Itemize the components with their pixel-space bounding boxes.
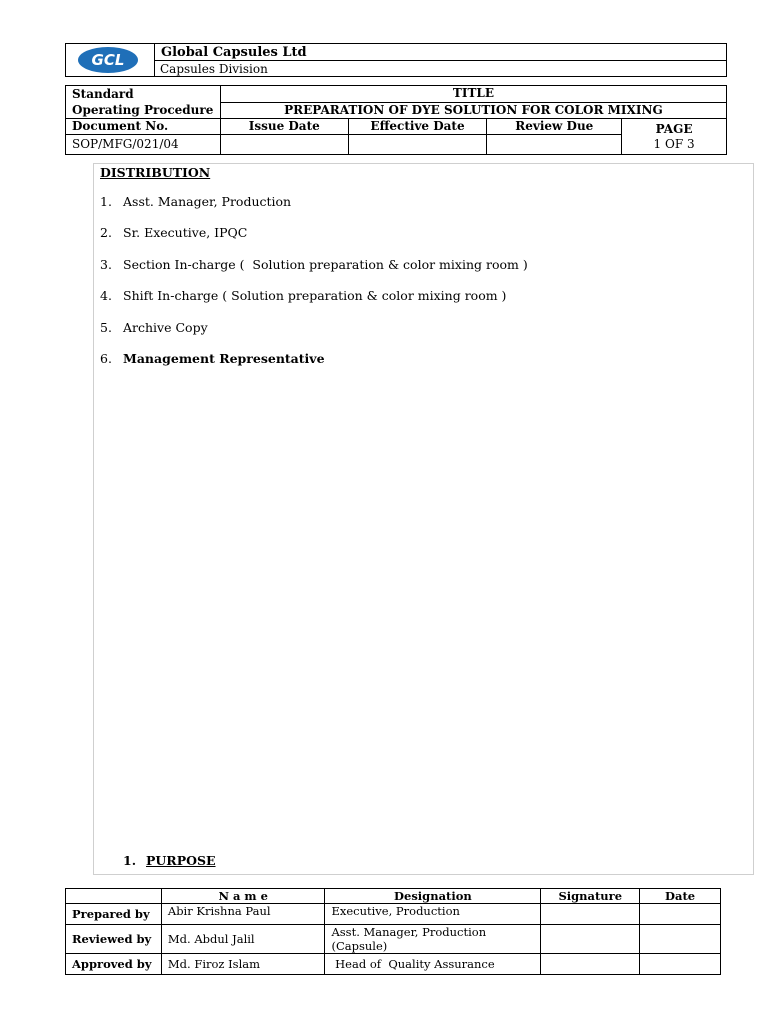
- distribution-item: [100, 351, 325, 366]
- item-text: Archive Copy: [123, 320, 208, 335]
- date-header: Date: [640, 889, 721, 904]
- item-text: Management Representative: [123, 351, 325, 366]
- role-cell: Approved by: [66, 954, 162, 975]
- date-cell: [640, 954, 721, 975]
- corner-cell: [66, 889, 162, 904]
- item-text: Asst. Manager, Production: [123, 194, 292, 209]
- document-title: PREPARATION OF DYE SOLUTION FOR COLOR MIXING: [220, 102, 726, 119]
- sop-label-line2: Operating Procedure: [72, 103, 214, 117]
- item-text: Sr. Executive, IPQC: [123, 225, 248, 240]
- item-number: 3.: [100, 257, 112, 272]
- date-cell: [640, 904, 721, 925]
- designation-header: Designation: [325, 889, 541, 904]
- issue-date-value: [220, 135, 348, 155]
- item-number: 1.: [100, 194, 112, 209]
- logo-text: GCL: [91, 51, 125, 69]
- company-logo: [66, 44, 154, 76]
- name-cell: Abir Krishna Paul: [161, 904, 325, 925]
- designation-cell: Head of Quality Assurance: [325, 954, 541, 975]
- role-cell: Reviewed by: [66, 925, 162, 954]
- effective-date-label: Effective Date: [348, 119, 487, 135]
- title-label: TITLE: [220, 86, 726, 103]
- sop-label-cell: [66, 86, 221, 119]
- effective-date-value: [348, 135, 487, 155]
- name-cell: Md. Firoz Islam: [161, 954, 325, 975]
- distribution-item: [100, 225, 247, 240]
- issue-date-label: Issue Date: [220, 119, 348, 135]
- distribution-item: [100, 257, 528, 272]
- distribution-item: [100, 194, 291, 209]
- company-header: [65, 43, 727, 77]
- item-number: 5.: [100, 320, 112, 335]
- item-text: Section In-charge ( Solution preparation & color mixing room ): [123, 257, 528, 272]
- name-cell: Md. Abdul Jalil: [161, 925, 325, 954]
- signature-cell: [541, 954, 640, 975]
- item-text: Shift In-charge ( Solution preparation & color mixing room ): [123, 288, 507, 303]
- designation-cell: Executive, Production: [325, 904, 541, 925]
- sop-label-line1: Standard: [72, 87, 134, 101]
- section-label: PURPOSE: [146, 853, 216, 868]
- name-header: N a m e: [161, 889, 325, 904]
- signature-cell: [541, 925, 640, 954]
- distribution-title: DISTRIBUTION: [100, 165, 211, 180]
- page-cell: [622, 119, 727, 155]
- designation-cell: Asst. Manager, Production (Capsule): [325, 925, 541, 954]
- item-number: 2.: [100, 225, 112, 240]
- item-number: 4.: [100, 288, 112, 303]
- doc-no-value: SOP/MFG/021/04: [66, 135, 221, 155]
- item-number: 6.: [100, 351, 112, 366]
- page-value: 1 OF 3: [653, 136, 695, 151]
- signature-cell: [541, 904, 640, 925]
- division-name: Capsules Division: [160, 62, 268, 76]
- distribution-item: [100, 320, 208, 335]
- review-due-value: [487, 135, 622, 155]
- role-cell: Prepared by: [66, 904, 162, 925]
- doc-no-label: Document No.: [66, 119, 221, 135]
- purpose-heading: [123, 853, 216, 868]
- logo-cell: [66, 44, 155, 76]
- distribution-item: [100, 288, 506, 303]
- division-row: [154, 60, 726, 77]
- signature-header: Signature: [541, 889, 640, 904]
- page-label: PAGE: [655, 121, 693, 136]
- approval-table: [65, 888, 721, 975]
- section-number: 1.: [123, 853, 137, 868]
- company-name: Global Capsules Ltd: [161, 45, 307, 60]
- review-due-label: Review Due: [487, 119, 622, 135]
- date-cell: [640, 925, 721, 954]
- document-header-table: [65, 85, 727, 155]
